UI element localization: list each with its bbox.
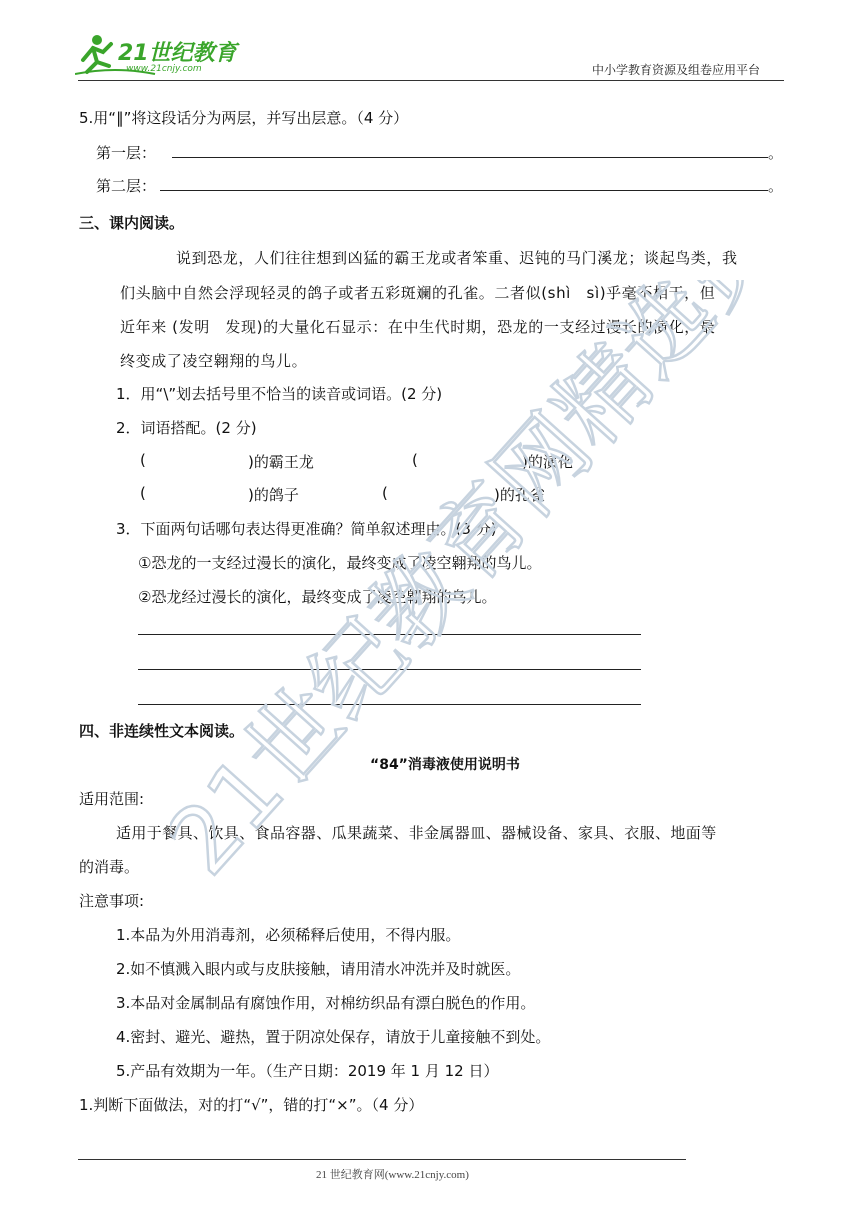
section4-title: 四、非连续性文本阅读。 — [79, 722, 245, 740]
layer1-period: 。 — [768, 144, 784, 162]
match-1-label: )的霸王龙 — [248, 453, 314, 471]
s3-question-1: 1．用“\”划去括号里不恰当的读音或词语。(2 分) — [116, 385, 443, 403]
passage-line-3: 近年来 (发明 发现)的大量化石显示：在中生代时期，恐龙的一支经过漫长的演化，最 — [120, 318, 716, 336]
answer-line-2[interactable] — [138, 669, 641, 670]
passage-line-2: 们头脑中自然会浮现轻灵的鸽子或者五彩斑斓的孔雀。二者似(shì sì)乎毫不相干，但 — [120, 284, 716, 302]
note-5: 5.产品有效期为一年。（生产日期：2019 年 1 月 12 日） — [116, 1062, 499, 1080]
match-1-open: ( — [140, 451, 146, 469]
q5-title: 5.用“‖”将这段话分为两层，并写出层意。（4 分） — [79, 109, 409, 127]
section3-title: 三、课内阅读。 — [79, 214, 185, 232]
note-4: 4.密封、避光、避热，置于阴凉处保存，请放于儿童接触不到处。 — [116, 1028, 551, 1046]
scope-line-1: 适用于餐具、饮具、食品容器、瓜果蔬菜、非金属器皿、器械设备、家具、衣服、地面等 — [116, 824, 717, 842]
footer-rule — [78, 1159, 686, 1160]
passage-line-4: 终变成了凌空翱翔的鸟儿。 — [120, 352, 308, 370]
instructions-title: “84”消毒液使用说明书 — [370, 757, 520, 773]
match-2-label: )的演化 — [522, 453, 573, 471]
match-3-open: ( — [140, 484, 146, 502]
watermark-text: 21世纪教育网精选资料 — [170, 280, 810, 895]
match-4-open: ( — [382, 484, 388, 502]
footer-text: 21 世纪教育网(www.21cnjy.com) — [316, 1169, 469, 1181]
notes-label: 注意事项: — [79, 892, 145, 910]
scope-line-2: 的消毒。 — [79, 858, 140, 876]
logo-text: 21世纪教育 — [118, 41, 237, 66]
note-1: 1.本品为外用消毒剂，必须稀释后使用，不得内服。 — [116, 926, 461, 944]
layer2-period: 。 — [768, 177, 784, 195]
s3-question-3: 3．下面两句话哪句表达得更准确？简单叙述理由。(3 分) — [116, 520, 497, 538]
layer1-answer-line[interactable] — [172, 157, 768, 158]
s4-question-1: 1.判断下面做法，对的打“√”，错的打“×”。（4 分） — [79, 1096, 424, 1114]
header-rule — [78, 80, 784, 81]
layer2-label: 第二层： — [96, 177, 157, 195]
scope-label: 适用范围: — [79, 790, 145, 808]
passage-line-1: 说到恐龙，人们往往想到凶猛的霸王龙或者笨重、迟钝的马门溪龙；谈起鸟类，我 — [176, 249, 738, 267]
header-platform-text: 中小学教育资源及组卷应用平台 — [592, 63, 761, 77]
layer2-answer-line[interactable] — [160, 190, 768, 191]
logo-subtext: www.21cnjy.com — [126, 64, 202, 74]
note-2: 2.如不慎溅入眼内或与皮肤接触，请用清水冲洗并及时就医。 — [116, 960, 521, 978]
match-2-open: ( — [412, 451, 418, 469]
answer-line-3[interactable] — [138, 704, 641, 705]
sentence-2: ②恐龙经过漫长的演化，最终变成了凌空翱翔的鸟儿。 — [138, 588, 497, 606]
match-3-label: )的鸽子 — [248, 486, 299, 504]
note-3: 3.本品对金属制品有腐蚀作用，对棉纺织品有漂白脱色的作用。 — [116, 994, 536, 1012]
sentence-1: ①恐龙的一支经过漫长的演化，最终变成了凌空翱翔的鸟儿。 — [138, 554, 542, 572]
s3-question-2: 2．词语搭配。(2 分) — [116, 419, 257, 437]
match-4-label: )的孔雀 — [494, 486, 545, 504]
answer-line-1[interactable] — [138, 634, 641, 635]
layer1-label: 第一层： — [96, 144, 157, 162]
